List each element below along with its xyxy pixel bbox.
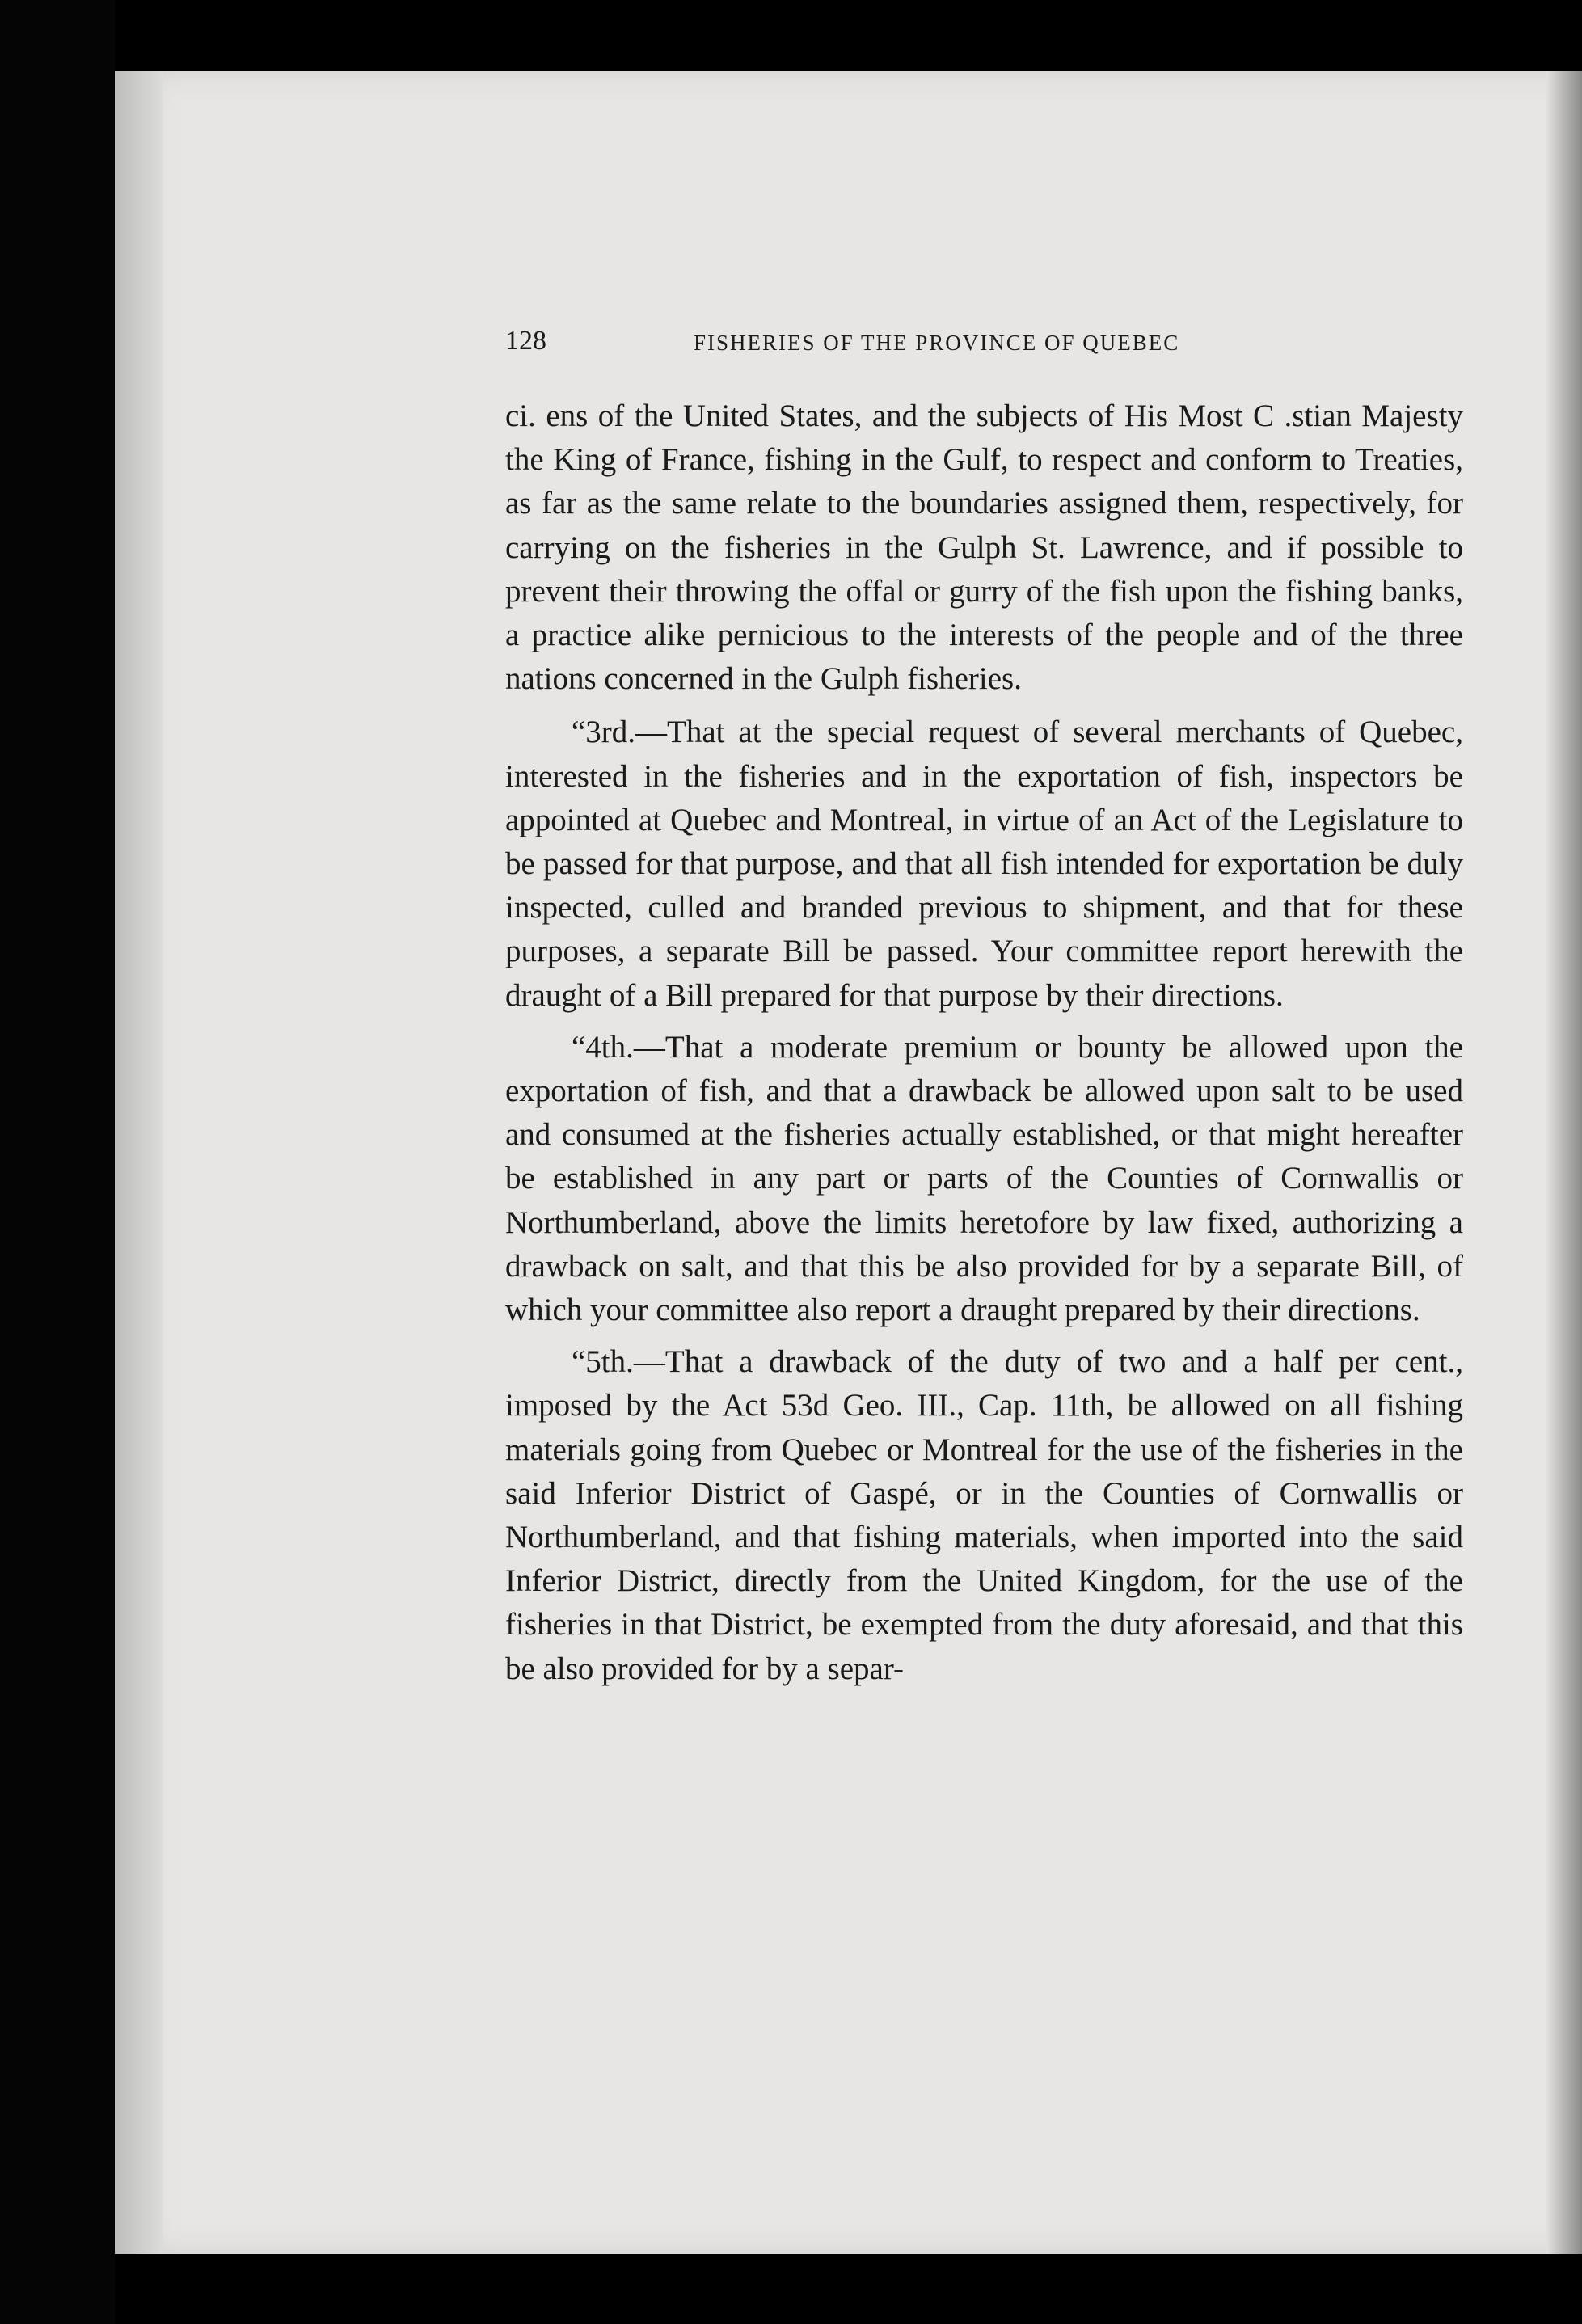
body-text <box>505 394 1463 1699</box>
page-number: 128 <box>505 326 546 356</box>
paragraph-third-resolution: “3rd.—That at the special request of several merchants of Quebec, interested in the fisheries and in the exportation of fish, inspectors be appointed at Quebec and Montreal, in virtue of an Act of the Legislature to be passed for that purpose, and that all fish intended for exportation be duly inspected, culled and branded previous to shipment, and that for these purposes, a separate Bill be passed. Your committee report herewith the draught of a Bill prepared for that purpose by their directions. <box>505 715 1463 1013</box>
page-spine-shadow <box>115 71 163 2254</box>
scan-border <box>0 0 115 2324</box>
running-title: FISHERIES OF THE PROVINCE OF QUEBEC <box>694 331 1180 355</box>
paragraph-fifth-resolution: “5th.—That a drawback of the duty of two and a half per cent., imposed by the Act 53d Geo. III., Cap. 11th, be allowed on all fishing materials going from Quebec or Montreal for the use of the fisheries in the said Inferior District of Gaspé, or in the Counties of Cornwallis or Northumberland, and that fishing materials, when imported into the said Inferior District, directly from the United Kingdom, for the use of the fisheries in that District, be exempted from the duty aforesaid, and that this be also provided for by a separ- <box>505 1344 1463 1686</box>
page-edge-shadow <box>1546 71 1582 2254</box>
paragraph-continuation: ci. ens of the United States, and the subjects of His Most C .stian Majesty the King of France, fishing in the Gulf, to respect and conform to Treaties, as far as the same relate to the boundaries assigned them, respectively, for carrying on the fisheries in the Gulph St. Lawrence, and if possible to prevent their throwing the offal or gurry of the fish upon the fishing banks, a practice alike pernicious to the interests of the people and of the three nations concerned in the Gulph fisheries. <box>505 399 1463 697</box>
running-head <box>505 323 1314 359</box>
paragraph-fourth-resolution: “4th.—That a moderate premium or bounty be allowed upon the exportation of fish, and that a drawback be allowed upon salt to be used and consumed at the fisheries actually established, or that might hereafter be established in any part or parts of the Counties of Cornwallis or Northumberland, above the limits heretofore by law fixed, authorizing a drawback on salt, and that this be also provided for by a separate Bill, of which your committee also report a draught prepared by their directions. <box>505 1029 1463 1328</box>
